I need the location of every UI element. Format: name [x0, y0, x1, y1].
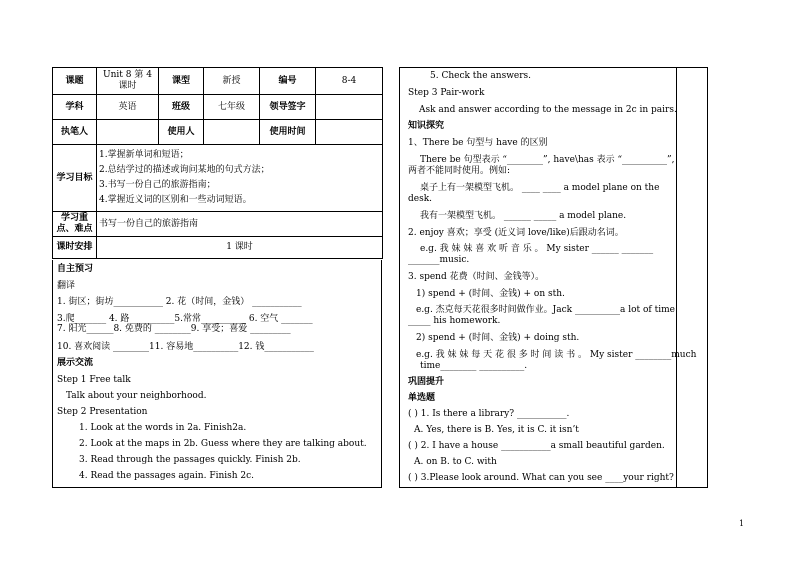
question-options: A. on B. to C. with — [414, 457, 497, 467]
goal-item: 3.书写一份自己的旅游指南； — [99, 180, 216, 190]
class-value: 七年级 — [204, 95, 260, 120]
step2-item: 1. Look at the words in 2a. Finish2a. — [79, 423, 247, 433]
step3-title: Step 3 Pair-work — [408, 88, 485, 98]
step2-item: 2. Look at the maps in 2b. Guess where they are talking about. — [79, 439, 367, 449]
mc-title: 单选题 — [408, 393, 436, 403]
vocab-line: 3.爬_______ 4. 路__________5.常常__________ 6. 空气 _______ — [57, 314, 313, 324]
k2-title: 2. enjoy 喜欢；享受 (近义词 love/like)后跟动名词。 — [408, 228, 624, 238]
leader-label: 领导签字 — [260, 95, 316, 120]
question: ( ) 2. I have a house ___________a small beautiful garden. — [408, 441, 665, 451]
type-value: 新授 — [204, 68, 260, 95]
period-value: 1 课时 — [97, 237, 383, 259]
author-label: 执笔人 — [53, 120, 97, 145]
right-notes-strip — [677, 67, 708, 488]
k3-example: e.g. 我 妹 妹 每 天 花 很 多 时 间 读 书 。 My sister ________much — [416, 350, 697, 360]
translate-label: 翻译 — [57, 281, 76, 291]
show-title: 展示交流 — [57, 358, 94, 368]
goal-item: 1.掌握新单词和短语； — [99, 150, 189, 160]
k3-item: 2) spend + (时间、金钱) + doing sth. — [416, 333, 580, 343]
question: ( ) 3.Please look around. What can you see ____your right? — [408, 473, 674, 483]
step2-item: 4. Read the passages again. Finish 2c. — [79, 471, 255, 481]
page-number: 1 — [739, 519, 745, 528]
k1-example: 桌子上有一架模型飞机。 ____ ____ a model plane on the — [420, 183, 660, 193]
step2-title: Step 2 Presentation — [57, 407, 148, 417]
k1-line: 两者不能同时使用。例如: — [408, 166, 511, 176]
k3-item: 1) spend + (时间、金钱) + on sth. — [416, 289, 565, 299]
goal-item: 4.掌握近义词的区别和一些动词短语。 — [99, 195, 252, 205]
step3-text: Ask and answer according to the message in 2c in pairs. — [419, 105, 677, 115]
vocab-line: 1. 街区；街坊___________ 2. 花（时间，金钱） ___________ — [57, 297, 302, 307]
number-value: 8-4 — [316, 68, 383, 95]
k1-example: 我有一架模型飞机。 ______ _____ a model plane. — [420, 211, 627, 221]
k1-example: desk. — [408, 194, 433, 204]
vocab-line: 7. 阳光______8. 免费的 ________9. 享受；喜爱 _________ — [57, 324, 291, 334]
user-label: 使用人 — [159, 120, 204, 145]
question: ( ) 1. Is there a library? ___________. — [408, 409, 570, 419]
k3-title: 3. spend 花费（时间、金钱等）。 — [408, 272, 545, 282]
k3-example: time________ __________. — [420, 361, 528, 371]
k2-example: e.g. 我 妹 妹 喜 欢 听 音 乐 。 My sister ______ _______ — [420, 244, 654, 254]
consolidate-title: 巩固提升 — [408, 377, 445, 387]
time-value — [316, 120, 383, 145]
lesson-header-table — [52, 67, 383, 259]
step1-text: Talk about your neighborhood. — [66, 391, 207, 401]
k3-example: e.g. 杰克每天花很多时间做作业。Jack __________a lot of time — [416, 305, 675, 315]
preview-title: 自主预习 — [57, 264, 94, 274]
left-body-box — [52, 260, 382, 488]
goals-label: 学习目标 — [53, 145, 97, 212]
step2-item: 3. Read through the passages quickly. Finish 2b. — [79, 455, 301, 465]
vocab-line: 10. 喜欢阅读 ________11. 容易地__________12. 钱___________ — [57, 342, 314, 352]
k3-example: _____ his homework. — [408, 316, 501, 326]
type-label: 课型 — [159, 68, 204, 95]
subject-value: 英语 — [97, 95, 159, 120]
lesson-value: Unit 8 第 4 课时 — [97, 68, 159, 95]
leader-sign — [316, 95, 383, 120]
goal-item: 2.总结学过的描述或询问某地的句式方法； — [99, 165, 270, 175]
key-value: 书写一份自己的旅游指南 — [97, 212, 383, 237]
user-value — [204, 120, 260, 145]
k1-line: There be 句型表示 “________”, have\has 表示 “__________”, — [420, 155, 675, 165]
key-label: 学习重点、难点 — [53, 212, 97, 237]
time-label: 使用时间 — [260, 120, 316, 145]
check-answers: 5. Check the answers. — [430, 71, 532, 81]
number-label: 编号 — [260, 68, 316, 95]
k2-example: _______music. — [408, 255, 470, 265]
goals-list — [97, 145, 383, 212]
knowledge-title: 知识探究 — [408, 121, 445, 131]
step1-title: Step 1 Free talk — [57, 375, 131, 385]
author-value — [97, 120, 159, 145]
lesson-label: 课题 — [53, 68, 97, 95]
k1-title: 1、There be 句型与 have 的区别 — [408, 138, 548, 148]
subject-label: 学科 — [53, 95, 97, 120]
question-options: A. Yes, there is B. Yes, it is C. it isn’t — [414, 425, 579, 435]
period-label: 课时安排 — [53, 237, 97, 259]
class-label: 班级 — [159, 95, 204, 120]
